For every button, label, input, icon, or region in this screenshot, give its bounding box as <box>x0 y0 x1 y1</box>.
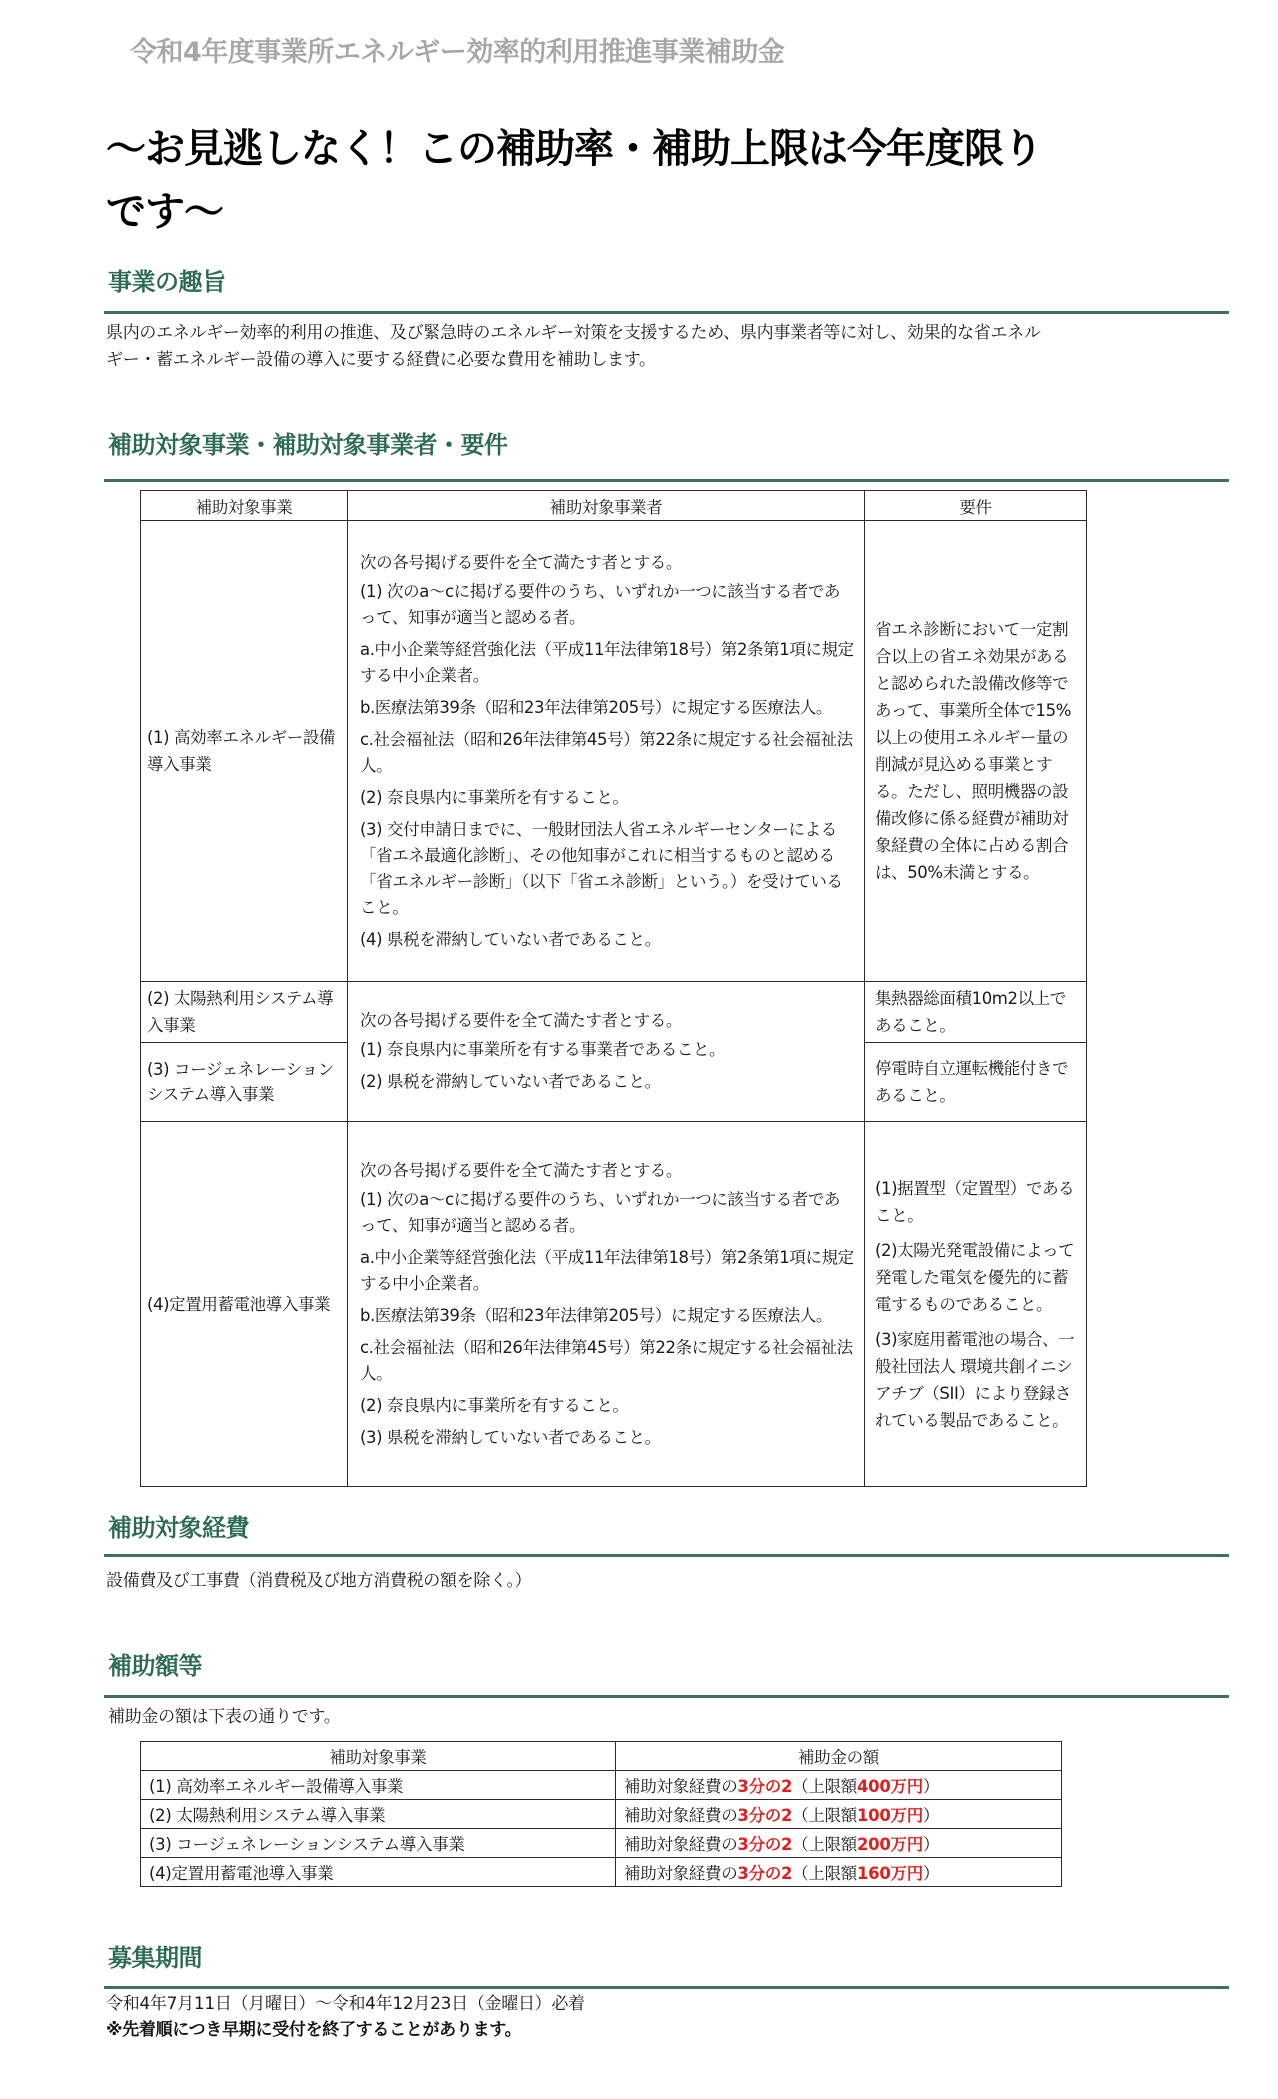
eligible-item: a.中小企業等経営強化法（平成11年法律第18号）第2条第1項に規定する中小企業者。 <box>360 639 854 685</box>
eligible-item: (2) 県税を滞納していない者であること。 <box>360 1072 661 1091</box>
subsidy-rate: 3分の2 <box>737 1864 793 1883</box>
headline-line-2: です～ <box>106 189 223 235</box>
eligible-item: a.中小企業等経営強化法（平成11年法律第18号）第2条第1項に規定する中小企業者。 <box>360 1247 854 1293</box>
column-header: 要件 <box>865 491 1087 521</box>
eligible-item: (3) 県税を滞納していない者であること。 <box>360 1427 661 1447</box>
amount-suffix: ） <box>922 1864 940 1883</box>
eligible-cell <box>348 1122 865 1487</box>
eligible-item: b.医療法第39条（昭和23年法律第205号）に規定する医療法人。 <box>360 1305 833 1325</box>
subsidy-rate: 3分の2 <box>737 1806 793 1825</box>
amount-prefix: 補助対象経費の <box>624 1806 738 1825</box>
amount-mid: （上限額 <box>792 1864 857 1883</box>
eligible-item: (3) 交付申請日までに、一般財団法人省エネルギーセンターによる「省エネ最適化診断」、その他知事がこれに相当するものと認める「省エネルギー診断」（以下「省エネ診断」という。）を受けていること。 <box>360 819 843 917</box>
subsidy-rate: 3分の2 <box>737 1835 793 1854</box>
purpose-text-line-2: ギー・蓄エネルギー設備の導入に要する経費に必要な費用を補助します。 <box>106 350 656 370</box>
section-divider <box>104 1695 1229 1698</box>
column-header: 補助金の額 <box>616 1742 1062 1771</box>
eligible-item: (1) 奈良県内に事業所を有する事業者であること。 <box>360 1040 726 1059</box>
project-cell: (3) コージェネレーションシステム導入事業 <box>141 1043 348 1122</box>
amount-table <box>140 1741 1062 1887</box>
eligible-item: (1) 次のa～cに掲げる要件のうち、いずれか一つに該当する者であって、知事が適当と認める者。 <box>360 1189 841 1235</box>
application-period-dates: 令和4年7月11日（月曜日）～令和4年12月23日（金曜日）必着 <box>106 1994 585 2014</box>
table-row <box>141 1771 1062 1800</box>
eligible-item: 次の各号掲げる要件を全て満たす者とする。 <box>360 1160 683 1180</box>
section-divider <box>104 479 1229 482</box>
project-cell: (1) 高効率エネルギー設備導入事業 <box>141 1771 616 1800</box>
headline-line-1: ～お見逃しなく！この補助率・補助上限は今年度限り <box>106 126 1042 172</box>
amount-cell <box>616 1829 1062 1858</box>
table-row <box>141 521 1087 982</box>
requirement-item: (1)据置型（定置型）であること。 <box>875 1178 1075 1225</box>
requirement-cell: 省エネ診断において一定割合以上の省エネ効果があると認められた設備改修等であって、事業所全体で15%以上の使用エネルギー量の削減が見込める事業とする。ただし、照明機器の設備改修に係る経費が補助対象経費の全体に占める割合は、50%未満とする。 <box>865 521 1087 982</box>
eligible-item: (1) 次のa～cに掲げる要件のうち、いずれか一つに該当する者であって、知事が適当と認める者。 <box>360 581 841 627</box>
subsidy-cap: 400万円 <box>856 1777 923 1796</box>
section-divider <box>104 1554 1229 1557</box>
subsidy-cap: 160万円 <box>856 1864 923 1883</box>
section-heading-expenses: 補助対象経費 <box>108 1514 249 1542</box>
eligible-item: (4) 県税を滞納していない者であること。 <box>360 929 661 949</box>
amount-cell <box>616 1858 1062 1887</box>
amount-suffix: ） <box>922 1806 940 1825</box>
eligible-cell <box>348 521 865 982</box>
section-heading-purpose: 事業の趣旨 <box>108 268 226 296</box>
section-heading-period: 募集期間 <box>108 1944 202 1972</box>
eligible-item: 次の各号掲げる要件を全て満たす者とする。 <box>360 1011 683 1030</box>
table-header-row <box>141 491 1087 521</box>
amount-prefix: 補助対象経費の <box>624 1864 738 1883</box>
project-cell: (4)定置用蓄電池導入事業 <box>141 1122 348 1487</box>
first-come-note: ※先着順につき早期に受付を終了することがあります。 <box>106 2020 522 2040</box>
amount-intro: 補助金の額は下表の通りです。 <box>108 1707 341 1727</box>
table-row <box>141 1858 1062 1887</box>
eligible-item: b.医療法第39条（昭和23年法律第205号）に規定する医療法人。 <box>360 697 833 717</box>
project-cell: (3) コージェネレーションシステム導入事業 <box>141 1829 616 1858</box>
amount-mid: （上限額 <box>792 1777 857 1796</box>
amount-suffix: ） <box>922 1835 940 1854</box>
project-cell: (2) 太陽熱利用システム導入事業 <box>141 982 348 1043</box>
column-header: 補助対象事業者 <box>348 491 865 521</box>
column-header: 補助対象事業 <box>141 1742 616 1771</box>
requirement-item: (2)太陽光発電設備によって発電した電気を優先的に蓄電するものであること。 <box>875 1240 1075 1314</box>
project-cell: (2) 太陽熱利用システム導入事業 <box>141 1800 616 1829</box>
expenses-text: 設備費及び工事費（消費税及び地方消費税の額を除く。） <box>106 1571 532 1591</box>
project-cell: (4)定置用蓄電池導入事業 <box>141 1858 616 1887</box>
amount-cell <box>616 1800 1062 1829</box>
requirement-cell: 集熱器総面積10m2以上であること。 <box>865 982 1087 1043</box>
requirement-item: (3)家庭用蓄電池の場合、一般社団法人 環境共創イニシアチブ（SII）により登録されている製品であること。 <box>875 1329 1075 1430</box>
project-cell: (1) 高効率エネルギー設備導入事業 <box>141 521 348 982</box>
table-header-row <box>141 1742 1062 1771</box>
requirement-cell <box>865 1122 1087 1487</box>
amount-mid: （上限額 <box>792 1835 857 1854</box>
eligible-item: c.社会福祉法（昭和26年法律第45号）第22条に規定する社会福祉法人。 <box>360 729 853 775</box>
amount-prefix: 補助対象経費の <box>624 1777 738 1796</box>
eligible-item: c.社会福祉法（昭和26年法律第45号）第22条に規定する社会福祉法人。 <box>360 1337 853 1383</box>
program-subtitle: 令和4年度事業所エネルギー効率的利用推進事業補助金 <box>130 37 785 68</box>
eligible-item: 次の各号掲げる要件を全て満たす者とする。 <box>360 552 683 572</box>
subsidy-cap: 200万円 <box>856 1835 923 1854</box>
column-header: 補助対象事業 <box>141 491 348 521</box>
table-row <box>141 1829 1062 1858</box>
purpose-text-line-1: 県内のエネルギー効率的利用の推進、及び緊急時のエネルギー対策を支援するため、県内事業者等に対し、効果的な省エネル <box>106 323 1041 343</box>
amount-prefix: 補助対象経費の <box>624 1835 738 1854</box>
section-divider <box>104 311 1229 314</box>
amount-cell <box>616 1771 1062 1800</box>
amount-mid: （上限額 <box>792 1806 857 1825</box>
requirement-cell: 停電時自立運転機能付きであること。 <box>865 1043 1087 1122</box>
subsidy-cap: 100万円 <box>856 1806 923 1825</box>
table-row <box>141 1122 1087 1487</box>
eligible-item: (2) 奈良県内に事業所を有すること。 <box>360 1395 629 1415</box>
amount-suffix: ） <box>922 1777 940 1796</box>
table-row <box>141 1800 1062 1829</box>
section-heading-amount: 補助額等 <box>108 1652 202 1680</box>
table-row <box>141 982 1087 1043</box>
eligibility-table <box>140 490 1087 1487</box>
eligible-item: (2) 奈良県内に事業所を有すること。 <box>360 787 629 807</box>
section-heading-eligibility: 補助対象事業・補助対象事業者・要件 <box>108 431 508 459</box>
subsidy-rate: 3分の2 <box>737 1777 793 1796</box>
section-divider <box>104 1986 1229 1989</box>
eligible-cell <box>348 982 865 1122</box>
